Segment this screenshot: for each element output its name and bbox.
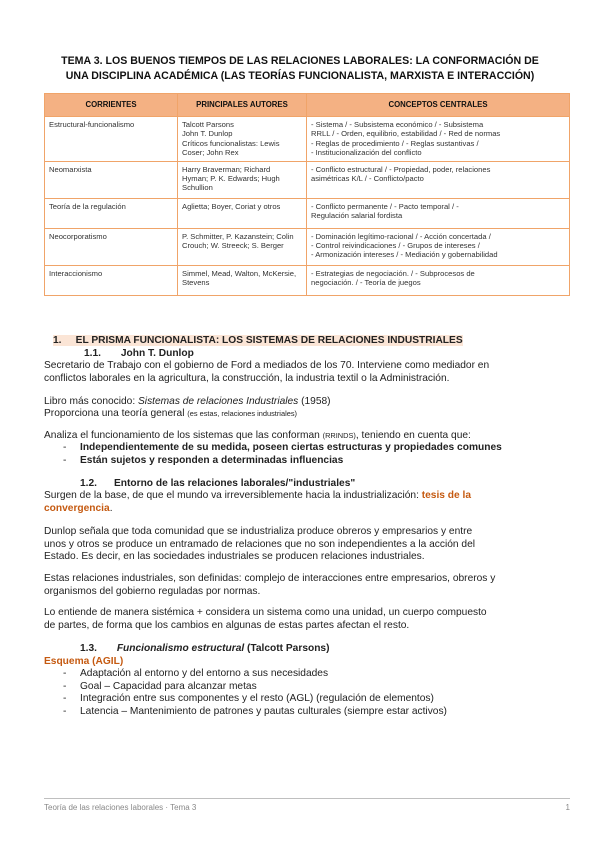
cell-corriente: Neocorporatismo [45, 228, 178, 265]
header-corrientes: CORRIENTES [45, 94, 178, 117]
subsection-1-3-heading: 1.3. Funcionalismo estructural (Talcott Parsons) [80, 643, 330, 654]
page-footer [44, 798, 570, 812]
cell-corriente: Teoría de la regulación [45, 198, 178, 228]
cell-autores: P. Schmitter, P. Kazanstein; Colin Crouch; W. Streeck; S. Berger [178, 228, 307, 265]
sistemica-paragraph: Lo entiende de manera sistémica + considera un sistema como una unidad, un cuerpo compuesto de partes, de forma que los cambios en algunas de estas partes afectan el resto. [44, 607, 487, 631]
table-header-row [45, 94, 570, 117]
cell-conceptos: - Conflicto estructural / - Propiedad, poder, relaciones asimétricas K/L / - Conflicto/pacto [307, 161, 570, 198]
bullet-dash: - [63, 442, 67, 453]
cell-corriente: Neomarxista [45, 161, 178, 198]
table-row [45, 198, 570, 228]
footer-title: Teoría de las relaciones laborales · Tema 3 [44, 803, 197, 812]
cell-autores: Harry Braverman; Richard Hyman; P. K. Edwards; Hugh Schullion [178, 161, 307, 198]
surgen-paragraph: Surgen de la base, de que el mundo va irreversiblemente hacia la industrialización: tesis de la convergencia. [44, 490, 472, 514]
cell-corriente: Interaccionismo [45, 265, 178, 295]
agil-item-goal: Goal – Capacidad para alcanzar metas [80, 681, 257, 692]
cell-conceptos: - Sistema / - Subsistema económico / - Subsistema RRLL / - Orden, equilibrio, estabilidad / - Red de normas - Reglas de procedimiento / - Reglas sustantivas / - Institucionalización del conflicto [307, 117, 570, 162]
list-dash: - [63, 706, 67, 717]
subsection-1-2-heading: 1.2. Entorno de las relaciones laborales/"industriales" [80, 478, 356, 489]
cell-autores: Talcott Parsons John T. Dunlop Críticos funcionalistas: Lewis Coser; John Rex [178, 117, 307, 162]
list-dash: - [63, 681, 67, 692]
agil-item-latencia: Latencia – Mantenimiento de patrones y pautas culturales (siempre estar activos) [80, 706, 447, 717]
analiza-line: Analiza el funcionamiento de los sistemas que las conforman (RRINDS), teniendo en cuenta que: [44, 430, 471, 441]
subsection-1-1-heading: 1.1. John T. Dunlop [84, 348, 194, 359]
relaciones-definidas-paragraph: Estas relaciones industriales, son definidas: complejo de interacciones entre empresarios, obreros y organismos del gobierno reguladas por normas. [44, 573, 496, 597]
list-dash: - [63, 668, 67, 679]
agil-item-integracion: Integración entre sus componentes y el resto (AGL) (regulación de elementos) [80, 693, 434, 704]
bullet-estructuras: Independientemente de su medida, poseen ciertas estructuras y propiedades comunes [80, 442, 502, 453]
table-row [45, 117, 570, 162]
header-autores: PRINCIPALES AUTORES [178, 94, 307, 117]
table-row [45, 265, 570, 295]
cell-conceptos: - Estrategias de negociación. / - Subprocesos de negociación. / - Teoría de juegos [307, 265, 570, 295]
corrientes-table [44, 93, 570, 296]
dunlop-paragraph: Secretario de Trabajo con el gobierno de Ford a mediados de los 70. Interviene como mediador en conflictos laborales en la agricultura, la construcción, la industria textil o la Administración. [44, 360, 490, 384]
page-number: 1 [565, 803, 570, 812]
esquema-agil-label: Esquema (AGIL) [44, 656, 124, 667]
table-row [45, 161, 570, 198]
libro-line: Libro más conocido: Sistemas de relaciones Industriales (1958) [44, 396, 331, 407]
cell-autores: Simmel, Mead, Walton, McKersie, Stevens [178, 265, 307, 295]
table-row [45, 228, 570, 265]
bullet-influencias: Están sujetos y responden a determinadas influencias [80, 455, 344, 466]
header-conceptos: CONCEPTOS CENTRALES [307, 94, 570, 117]
title-line-1: TEMA 3. LOS BUENOS TIEMPOS DE LAS RELACIONES LABORALES: LA CONFORMACIÓN DE [61, 55, 539, 67]
agil-item-adaptacion: Adaptación al entorno y del entorno a sus necesidades [80, 668, 329, 679]
cell-autores: Aglietta; Boyer, Coriat y otros [178, 198, 307, 228]
teoria-line: Proporciona una teoría general (es estas, relaciones industriales) [44, 408, 297, 419]
title-line-2: UNA DISCIPLINA ACADÉMICA (LAS TEORÍAS FUNCIONALISTA, MARXISTA E INTERACCIÓN) [65, 70, 535, 82]
dunlop-senala-paragraph: Dunlop señala que toda comunidad que se industrializa produce obreros y empresarios y entre unos y otros se produce un entramado de relaciones que no son independientes a la acción del Estado. Es decir, en las sociedades industriales se producen relaciones industriales. [44, 526, 475, 562]
document-title [40, 54, 560, 84]
cell-conceptos: - Dominación legítimo-racional / - Acción concertada / - Control reivindicaciones / - Grupos de intereses / - Armonización intereses / - Mediación y gobernabilidad [307, 228, 570, 265]
list-dash: - [63, 693, 67, 704]
cell-conceptos: - Conflicto permanente / - Pacto temporal / - Regulación salarial fordista [307, 198, 570, 228]
bullet-dash: - [63, 455, 67, 466]
section-1-heading: 1. EL PRISMA FUNCIONALISTA: LOS SISTEMAS DE RELACIONES INDUSTRIALES [53, 335, 463, 346]
cell-corriente: Estructural-funcionalismo [45, 117, 178, 162]
